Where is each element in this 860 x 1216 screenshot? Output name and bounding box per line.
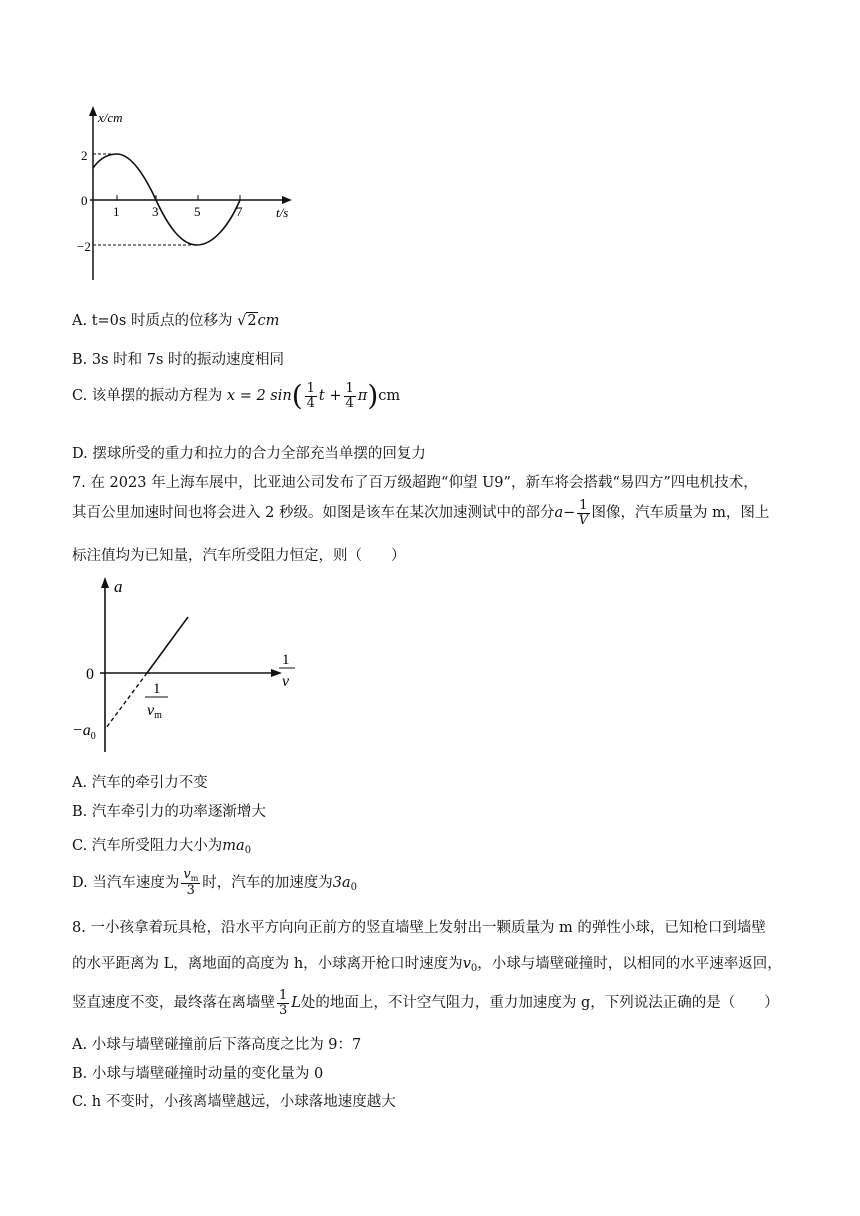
y-axis-arrow xyxy=(89,106,97,116)
vm-num: 1 xyxy=(153,681,161,697)
sqrt-expression: √2 xyxy=(237,313,257,329)
y-tick-2: 2 xyxy=(81,148,88,163)
q8-option-c: C. h 不变时，小孩离墙壁越远，小球落地速度越大 xyxy=(72,1094,396,1110)
dashed-extension xyxy=(106,673,147,728)
inv-v-num: 1 xyxy=(282,652,290,668)
q7-stem-line3: 标注值均为已知量，汽车所受阻力恒定，则（ ） xyxy=(72,548,406,564)
inv-v-axis-arrow xyxy=(271,669,282,677)
neg-a0-label: $-a_0$ xyxy=(72,722,96,742)
q7-option-a: A. 汽车的牵引力不变 xyxy=(72,775,208,791)
y-tick-0: 0 xyxy=(81,193,88,208)
acceleration-graph xyxy=(70,572,310,757)
x-tick-5: 5 xyxy=(194,204,201,219)
q8-stem-line1: 8. 一小孩拿着玩具枪，沿水平方向向正前方的竖直墙壁上发射出一颗质量为 m 的弹性小球，已知枪口到墙壁 xyxy=(72,920,766,936)
inv-v-den: v xyxy=(282,673,290,690)
q8-stem-line2: 的水平距离为 L，离地面的高度为 h，小球离开枪口时速度为$v_0$，小球与墙壁碰撞时，以相同的水平速率返回， xyxy=(72,956,782,974)
q6-option-a: A. t=0s 时质点的位移为 √2cm xyxy=(72,313,280,329)
vibration-graph xyxy=(77,100,310,285)
q7-option-d: D. 当汽车速度为 $\frac{v_m}{3}$ 时，汽车的加速度为$3a_0$ xyxy=(72,867,358,899)
x-tick-3: 3 xyxy=(152,204,159,219)
a-axis-label: a xyxy=(114,577,123,596)
y-tick-neg2: −2 xyxy=(77,239,91,254)
q7-stem-line2: 其百公里加速时间也将会进入 2 秒级。如图是该车在某次加速测试中的部分a− $\frac{1}{V}$ 图像，汽车质量为 m，图上 xyxy=(72,498,770,528)
q8-option-b: B. 小球与墙壁碰撞时动量的变化量为 0 xyxy=(72,1066,324,1082)
q7-option-b: B. 汽车牵引力的功率逐渐增大 xyxy=(72,804,266,820)
q6-option-d: D. 摆球所受的重力和拉力的合力全部充当单摆的回复力 xyxy=(72,446,426,462)
q7-stem-line1: 7. 在 2023 年上海车展中，比亚迪公司发布了百万级超跑“仰望 U9”，新车将会搭载“易四方”四电机技术， xyxy=(72,475,758,491)
q7-option-c: C. 汽车所受阻力大小为$ma_0$ xyxy=(72,838,252,856)
solid-line xyxy=(147,617,188,673)
q6-option-b: B. 3s 时和 7s 时的振动速度相同 xyxy=(72,352,285,368)
vm-den: vm xyxy=(147,702,162,721)
x-tick-7: 7 xyxy=(236,204,243,219)
q8-option-a: A. 小球与墙壁碰撞前后下落高度之比为 9：7 xyxy=(72,1037,362,1053)
x-tick-1: 1 xyxy=(113,204,120,219)
q6-option-c: C. 该单摆的振动方程为 x = 2 sin( $\frac{1}{4}$ t + $\frac{1}{4}$ π)cm xyxy=(72,379,401,413)
y-axis-label: x/cm xyxy=(98,110,123,125)
a-axis-arrow xyxy=(101,577,109,588)
q8-stem-line3: 竖直速度不变，最终落在离墙壁 $\frac{1}{3}$ L处的地面上，不计空气阻力，重力加速度为 g，下列说法正确的是（ ） xyxy=(72,988,779,1018)
origin-label: 0 xyxy=(86,666,94,683)
x-axis-arrow xyxy=(282,196,292,204)
x-axis-label: t/s xyxy=(276,205,289,220)
